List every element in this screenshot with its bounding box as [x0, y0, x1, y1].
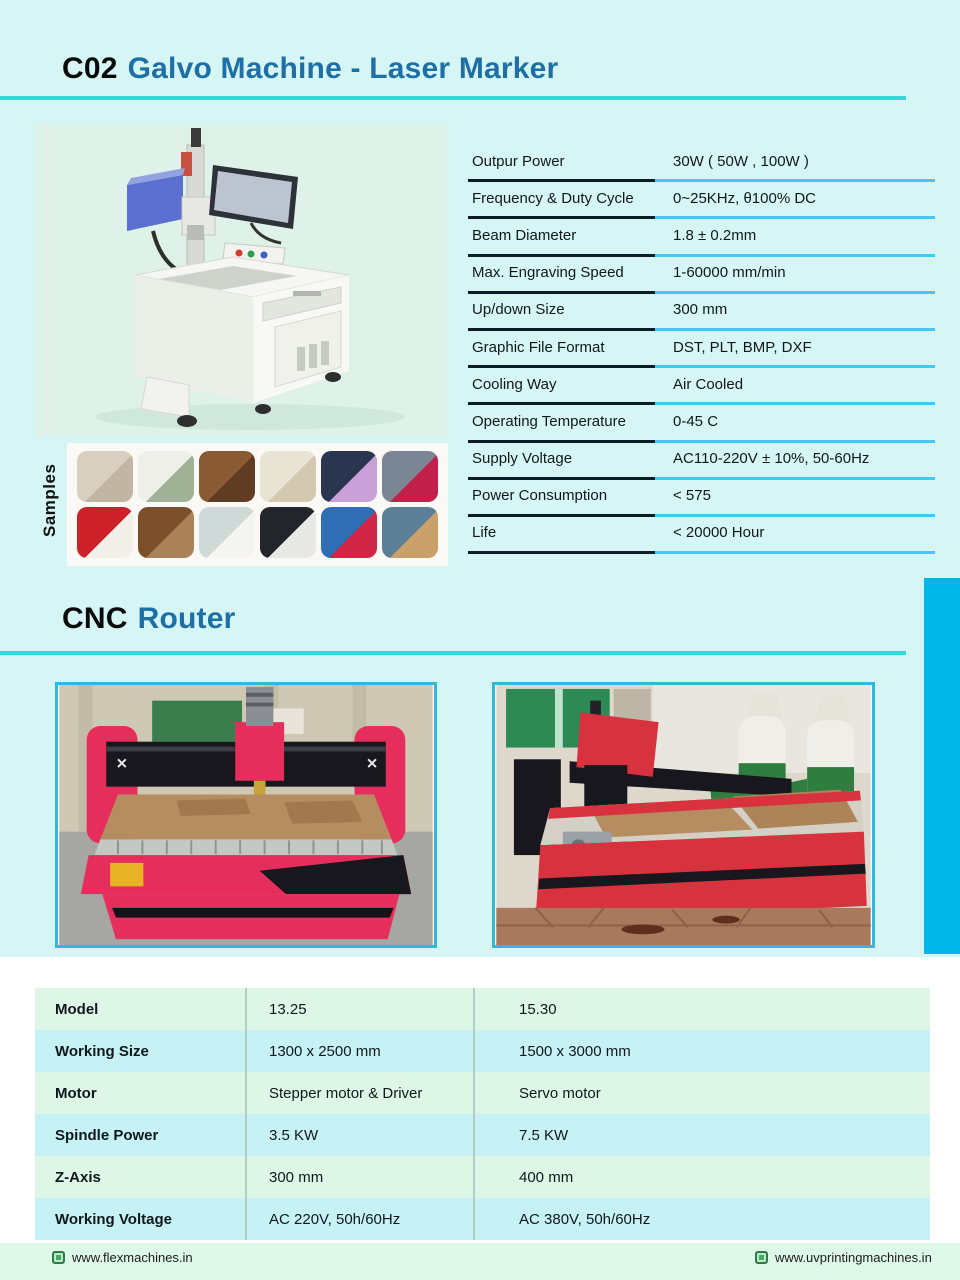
spec-row: [468, 145, 935, 182]
cnc-value-model-1325: Stepper motor & Driver: [245, 1072, 473, 1114]
sample-thumb-peppa-pig: [321, 451, 377, 502]
cnc-table-row: [35, 1156, 930, 1198]
cnc-router-side-illustration: [495, 685, 872, 945]
spec-label: Power Consumption: [468, 480, 655, 517]
spec-row: [468, 405, 935, 442]
cnc-row-label: Working Size: [55, 1042, 149, 1060]
cnc-row-label: Model: [55, 1000, 99, 1018]
spec-label: Graphic File Format: [468, 331, 655, 368]
sample-thumb-glass-rack: [199, 451, 255, 502]
laser-title: Galvo Machine - Laser Marker: [127, 52, 559, 85]
cnc-value-model-1530: 15.30: [473, 988, 930, 1030]
cnc-table-row: [35, 1114, 930, 1156]
spec-value: 1.8 ± 0.2mm: [655, 219, 935, 256]
spec-value: < 575: [655, 480, 935, 517]
spec-value: Air Cooled: [655, 368, 935, 405]
cnc-row-label: Working Voltage: [55, 1210, 172, 1228]
cnc-router-front-illustration: [58, 685, 434, 945]
spec-row: [468, 219, 935, 256]
spec-row: [468, 368, 935, 405]
footer-url: www.uvprintingmachines.in: [775, 1250, 932, 1265]
website-icon: [755, 1251, 768, 1264]
sample-thumb-engraved-panel: [77, 451, 133, 502]
cnc-value-model-1325: 3.5 KW: [245, 1114, 473, 1156]
spec-label: Life: [468, 517, 655, 554]
samples-gallery: [67, 443, 448, 566]
laser-spec-table: [468, 145, 935, 554]
cnc-table-row: [35, 1030, 930, 1072]
cnc-spec-table: [35, 988, 930, 1240]
cnc-router-photo-front: [55, 682, 437, 948]
sample-thumb-santa: [77, 507, 133, 558]
cnc-table-row: [35, 988, 930, 1030]
spec-value: < 20000 Hour: [655, 517, 935, 554]
spec-row: [468, 331, 935, 368]
spec-label: Beam Diameter: [468, 219, 655, 256]
cnc-model-code: CNC: [62, 602, 128, 635]
sample-thumb-stocking: [138, 507, 194, 558]
spec-value: DST, PLT, BMP, DXF: [655, 331, 935, 368]
sample-thumb-round-plate: [260, 451, 316, 502]
samples-label: Samples: [40, 463, 59, 537]
cnc-value-model-1530: Servo motor: [473, 1072, 930, 1114]
footer-url: www.flexmachines.in: [72, 1250, 193, 1265]
cnc-value-model-1530: 7.5 KW: [473, 1114, 930, 1156]
sample-thumb-crown-basket: [382, 451, 438, 502]
website-icon: [52, 1251, 65, 1264]
spec-label: Supply Voltage: [468, 443, 655, 480]
sample-thumb-sleigh: [199, 507, 255, 558]
spec-row: [468, 294, 935, 331]
cnc-value-model-1325: 1300 x 2500 mm: [245, 1030, 473, 1072]
cnc-section-heading: [62, 602, 235, 636]
footer-link-uvprintingmachines[interactable]: [755, 1250, 932, 1265]
spec-row: [468, 182, 935, 219]
section-divider: [0, 651, 906, 655]
spec-label: Frequency & Duty Cycle: [468, 182, 655, 219]
cnc-router-photo-side: [492, 682, 875, 948]
cnc-table-row: [35, 1072, 930, 1114]
spec-label: Up/down Size: [468, 294, 655, 331]
cnc-table-row: [35, 1198, 930, 1240]
spec-value: 0-45 C: [655, 405, 935, 442]
sample-thumb-bottle-display: [138, 451, 194, 502]
spec-value: AC110-220V ± 10%, 50-60Hz: [655, 443, 935, 480]
section-divider: [0, 96, 906, 100]
spec-label: Cooling Way: [468, 368, 655, 405]
sample-thumb-lace-notebook: [382, 507, 438, 558]
sample-thumb-rose-engraving: [260, 507, 316, 558]
spec-label: Outpur Power: [468, 145, 655, 182]
sample-thumb-red-arcs: [321, 507, 377, 558]
right-accent-bar: [924, 578, 960, 954]
spec-value: 30W ( 50W , 100W ): [655, 145, 935, 182]
cnc-value-model-1325: AC 220V, 50h/60Hz: [245, 1198, 473, 1240]
spec-value: 0~25KHz, θ100% DC: [655, 182, 935, 219]
laser-marker-machine-illustration: [35, 125, 448, 437]
spec-value: 1-60000 mm/min: [655, 257, 935, 294]
cnc-value-model-1325: 13.25: [245, 988, 473, 1030]
spec-row: [468, 480, 935, 517]
footer-link-flexmachines[interactable]: [52, 1250, 193, 1265]
spec-label: Max. Engraving Speed: [468, 257, 655, 294]
cnc-row-label: Motor: [55, 1084, 97, 1102]
spec-label: Operating Temperature: [468, 405, 655, 442]
laser-section-heading: [62, 52, 558, 86]
spec-row: [468, 517, 935, 554]
cnc-value-model-1530: AC 380V, 50h/60Hz: [473, 1198, 930, 1240]
spec-value: 300 mm: [655, 294, 935, 331]
laser-machine-photo: [35, 125, 448, 437]
cnc-row-label: Spindle Power: [55, 1126, 159, 1144]
cnc-value-model-1325: 300 mm: [245, 1156, 473, 1198]
cnc-title: Router: [137, 602, 236, 635]
cnc-row-label: Z-Axis: [55, 1168, 101, 1186]
laser-model-code: C02: [62, 52, 118, 85]
spec-row: [468, 443, 935, 480]
cnc-value-model-1530: 400 mm: [473, 1156, 930, 1198]
spec-row: [468, 257, 935, 294]
cnc-value-model-1530: 1500 x 3000 mm: [473, 1030, 930, 1072]
